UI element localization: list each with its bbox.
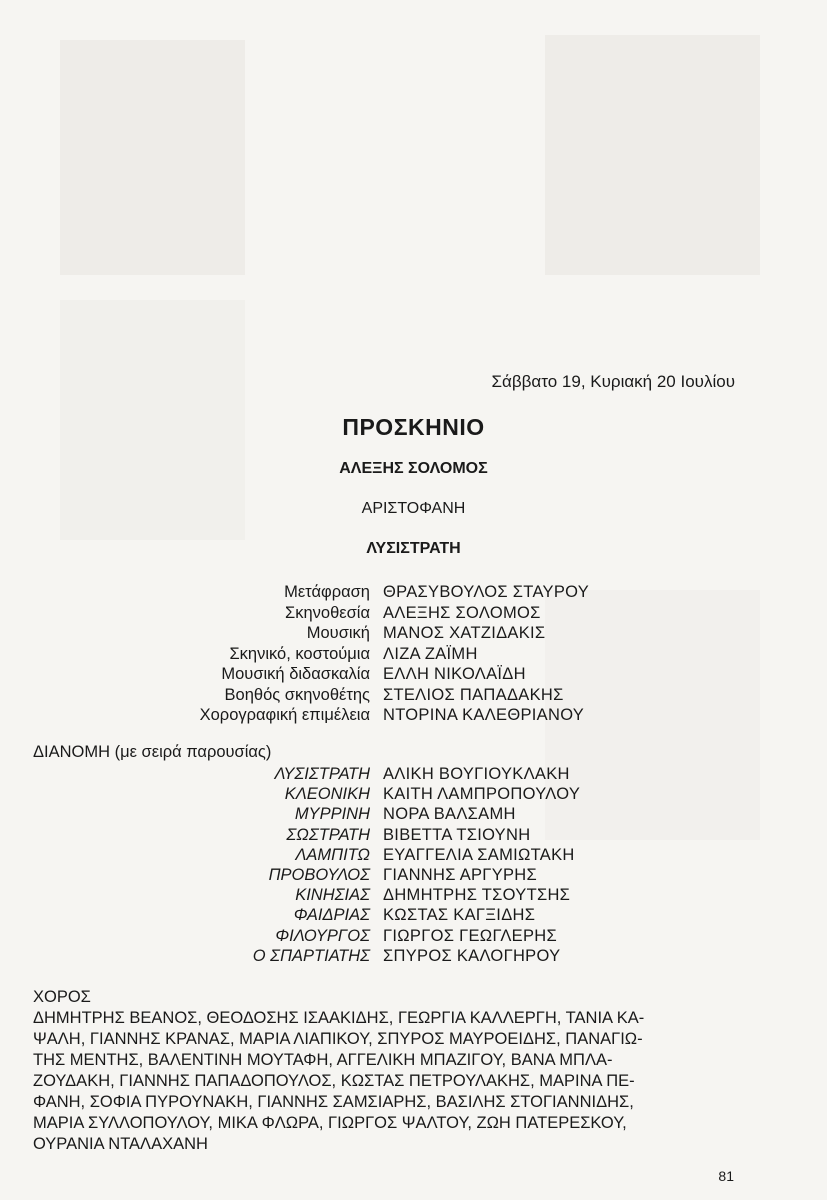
credit-name: ΣΤΕΛΙΟΣ ΠΑΠΑΔΑΚΗΣ xyxy=(383,685,564,704)
cast-row xyxy=(0,947,827,967)
credits-list xyxy=(0,583,827,727)
actor-name: ΕΥΑΓΓΕΛΙΑ ΣΑΜΙΩΤΑΚΗ xyxy=(383,845,575,864)
character-name: ΣΩΣΤΡΑΤΗ xyxy=(286,825,370,844)
chorus-line: ΨΑΛΗ, ΓΙΑΝΝΗΣ ΚΡΑΝΑΣ, ΜΑΡΙΑ ΛΙΑΠΙΚΟΥ, ΣΠΥΡΟΣ ΜΑΥΡΟΕΙΔΗΣ, ΠΑΝΑΓΙΩ- xyxy=(33,1030,643,1048)
credit-role: Σκηνικό, κοστούμια xyxy=(229,644,370,663)
chorus-line: ΦΑΝΗ, ΣΟΦΙΑ ΠΥΡΟΥΝΑΚΗ, ΓΙΑΝΝΗΣ ΣΑΜΣΙΑΡΗΣ, ΒΑΣΙΛΗΣ ΣΤΟΓΙΑΝΝΙΔΗΣ, xyxy=(33,1093,634,1111)
character-name: ΛΑΜΠΙΤΩ xyxy=(295,845,370,864)
credit-name: ΝΤΟΡΙΝΑ ΚΑΛΕΘΡΙΑΝΟΥ xyxy=(383,706,585,724)
author-name: ΑΡΙΣΤΟΦΑΝΗ xyxy=(361,500,466,517)
cast-heading: ΔΙΑΝΟΜΗ (με σειρά παρουσίας) xyxy=(33,743,272,761)
character-name: ΛΥΣΙΣΤΡΑΤΗ xyxy=(274,765,370,783)
bleed-through-photo xyxy=(545,35,760,275)
actor-name: ΣΠΥΡΟΣ ΚΑΛΟΓΗΡΟΥ xyxy=(383,946,561,965)
cast-row xyxy=(0,866,827,886)
credit-role: Μουσική xyxy=(306,624,370,642)
actor-name: ΒΙΒΕΤΤΑ ΤΣΙΟΥΝΗ xyxy=(383,825,531,844)
credit-name: ΜΑΝΟΣ ΧΑΤΖΙΔΑΚΙΣ xyxy=(383,624,546,642)
character-name: ΚΙΝΗΣΙΑΣ xyxy=(295,886,370,905)
cast-row xyxy=(0,927,827,947)
credit-role: Βοηθός σκηνοθέτης xyxy=(224,685,370,704)
character-name: ΦΙΛΟΥΡΓΟΣ xyxy=(275,926,370,945)
bleed-through-photo xyxy=(60,40,245,275)
theatre-name: ΠΡΟΣΚΗΝΙΟ xyxy=(342,414,485,440)
credit-row xyxy=(0,624,827,645)
actor-name: ΓΙΩΡΓΟΣ ΓΕΩΓΛΕΡΗΣ xyxy=(383,926,557,945)
credit-name: ΕΛΛΗ ΝΙΚΟΛΑΪΔΗ xyxy=(383,665,526,683)
character-name: ΦΑΙΔΡΙΑΣ xyxy=(293,906,370,925)
credit-name: ΑΛΕΞΗΣ ΣΟΛΟΜΟΣ xyxy=(383,603,541,622)
cast-row xyxy=(0,826,827,846)
actor-name: ΓΙΑΝΝΗΣ ΑΡΓΥΡΗΣ xyxy=(383,865,538,884)
chorus-line: ΟΥΡΑΝΙΑ ΝΤΑΛΑΧΑΝΗ xyxy=(33,1135,208,1153)
cast-row xyxy=(0,846,827,866)
chorus-line: ΔΗΜΗΤΡΗΣ ΒΕΑΝΟΣ, ΘΕΟΔΟΣΗΣ ΙΣΑΑΚΙΔΗΣ, ΓΕΩΡΓΙΑ ΚΑΛΛΕΡΓΗ, ΤΑΝΙΑ ΚΑ- xyxy=(33,1009,645,1027)
credit-name: ΛΙΖΑ ΖΑΪΜΗ xyxy=(383,644,478,663)
actor-name: ΚΩΣΤΑΣ ΚΑΓΞΙΔΗΣ xyxy=(383,906,536,925)
credit-row xyxy=(0,645,827,666)
performance-dates: Σάββατο 19, Κυριακή 20 Ιουλίου xyxy=(491,372,735,391)
director-name: ΑΛΕΞΗΣ ΣΟΛΟΜΟΣ xyxy=(339,460,488,477)
credit-row xyxy=(0,665,827,686)
chorus-line: ΤΗΣ ΜΕΝΤΗΣ, ΒΑΛΕΝΤΙΝΗ ΜΟΥΤΑΦΗ, ΑΓΓΕΛΙΚΗ ΜΠΑΖΙΓΟΥ, ΒΑΝΑ ΜΠΛΑ- xyxy=(33,1051,613,1069)
character-name: ΠΡΟΒΟΥΛΟΣ xyxy=(268,865,370,884)
actor-name: ΔΗΜΗΤΡΗΣ ΤΣΟΥΤΣΗΣ xyxy=(383,886,571,905)
credit-role: Μουσική διδασκαλία xyxy=(221,665,370,683)
actor-name: ΚΑΙΤΗ ΛΑΜΠΡΟΠΟΥΛΟΥ xyxy=(383,785,581,804)
character-name: ΜΥΡΡΙΝΗ xyxy=(294,805,370,824)
cast-row xyxy=(0,906,827,926)
cast-row xyxy=(0,886,827,906)
credit-role: Χορογραφική επιμέλεια xyxy=(199,706,370,724)
cast-list xyxy=(0,765,827,967)
credit-row xyxy=(0,686,827,707)
cast-row xyxy=(0,785,827,805)
cast-row xyxy=(0,805,827,825)
chorus-line: ΜΑΡΙΑ ΣΥΛΛΟΠΟΥΛΟΥ, ΜΙΚΑ ΦΛΩΡΑ, ΓΙΩΡΓΟΣ ΨΑΛΤΟΥ, ΖΩΗ ΠΑΤΕΡΕΣΚΟΥ, xyxy=(33,1114,627,1132)
credit-row xyxy=(0,604,827,625)
chorus-line: ΖΟΥΔΑΚΗ, ΓΙΑΝΝΗΣ ΠΑΠΑΔΟΠΟΥΛΟΣ, ΚΩΣΤΑΣ ΠΕΤΡΟΥΛΑΚΗΣ, ΜΑΡΙΝΑ ΠΕ- xyxy=(33,1072,635,1090)
character-name: Ο ΣΠΑΡΤΙΑΤΗΣ xyxy=(252,946,370,965)
credit-role: Σκηνοθεσία xyxy=(285,603,370,622)
chorus-members xyxy=(33,1008,733,1155)
credit-name: ΘΡΑΣΥΒΟΥΛΟΣ ΣΤΑΥΡΟΥ xyxy=(383,583,590,601)
credit-row xyxy=(0,583,827,604)
chorus-heading: ΧΟΡΟΣ xyxy=(33,988,91,1006)
credit-role: Μετάφραση xyxy=(284,583,370,601)
character-name: ΚΛΕΟΝΙΚΗ xyxy=(284,785,370,804)
actor-name: ΑΛΙΚΗ ΒΟΥΓΙΟΥΚΛΑΚΗ xyxy=(383,765,570,783)
actor-name: ΝΟΡΑ ΒΑΛΣΑΜΗ xyxy=(383,805,516,824)
play-title: ΛΥΣΙΣΤΡΑΤΗ xyxy=(366,540,461,557)
page-number: 81 xyxy=(718,1168,734,1184)
cast-row xyxy=(0,765,827,785)
credit-row xyxy=(0,706,827,727)
